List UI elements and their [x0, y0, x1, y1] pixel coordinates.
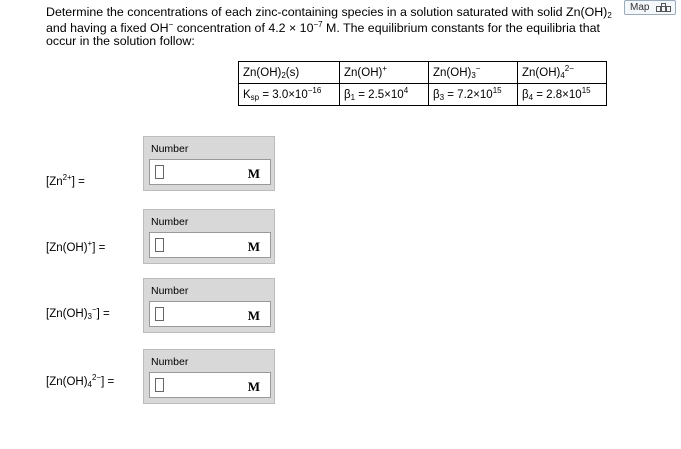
map-button[interactable] — [624, 0, 676, 15]
znoh3-answer-box — [143, 278, 275, 333]
problem-superscript: − — [168, 20, 174, 29]
zn2-label — [46, 173, 85, 188]
label-charge: 2− — [91, 373, 102, 382]
constant-exponent: 15 — [492, 85, 502, 95]
species-subscript: 2 — [281, 70, 286, 80]
constant-cell — [518, 84, 607, 106]
znoh-answer-box — [143, 209, 275, 264]
constant-subscript: sp — [250, 92, 260, 102]
constant-symbol: β — [433, 88, 440, 101]
species-charge: 2− — [564, 63, 574, 73]
problem-text: Determine the concentrations of each zinc-containing species in a solution saturated with solid Zn(OH) — [46, 5, 608, 19]
constant-symbol: K — [243, 88, 251, 101]
znoh-number-input[interactable] — [149, 232, 271, 258]
label-text: [Zn(OH) — [46, 242, 88, 254]
constant-subscript: 4 — [528, 92, 534, 102]
znoh4-number-input[interactable] — [149, 372, 271, 398]
unit-label: M — [247, 308, 260, 323]
species-cell — [239, 62, 340, 84]
species-subscript: 3 — [471, 70, 476, 80]
species-subscript: 4 — [560, 70, 565, 80]
problem-subscript: 2 — [607, 11, 612, 20]
label-text: [Zn(OH) — [46, 376, 88, 388]
label-charge: 2+ — [62, 173, 72, 182]
constant-subscript: 1 — [350, 92, 356, 102]
problem-exponent: −7 — [313, 20, 323, 29]
label-subscript: 4 — [87, 380, 92, 389]
text-cursor — [155, 165, 164, 179]
number-label: Number — [151, 143, 189, 155]
constant-value: = 3.0×10 — [259, 88, 308, 101]
znoh3-number-input[interactable] — [149, 301, 271, 327]
problem-text: and having a fixed OH — [46, 21, 169, 35]
number-label: Number — [151, 216, 189, 228]
problem-text: M. The equilibrium constants for the equilibria that — [322, 21, 600, 35]
species-cell — [429, 62, 518, 84]
species-formula: Zn(OH) — [243, 66, 282, 79]
map-icon — [656, 3, 672, 12]
species-formula: Zn(OH) — [433, 66, 472, 79]
constant-exponent: 15 — [581, 85, 591, 95]
label-text: [Zn(OH) — [46, 308, 88, 320]
species-charge: + — [382, 63, 388, 73]
species-formula: Zn(OH) — [344, 66, 383, 79]
constants-row — [239, 84, 607, 106]
constant-symbol: β — [522, 88, 529, 101]
label-equals: ] = — [92, 242, 106, 254]
equilibrium-constants-table — [238, 61, 607, 106]
problem-line-1 — [46, 4, 626, 20]
species-charge: − — [475, 63, 481, 73]
problem-line-3: occur in the solution follow: — [46, 34, 195, 48]
constant-symbol: β — [344, 88, 351, 101]
constant-subscript: 3 — [439, 92, 445, 102]
constant-cell — [239, 84, 340, 106]
label-text: [Zn — [46, 176, 63, 188]
number-label: Number — [151, 285, 189, 297]
unit-label: M — [247, 379, 260, 394]
text-cursor — [155, 378, 164, 392]
species-phase: (s) — [285, 66, 300, 79]
species-row — [239, 62, 607, 84]
species-cell — [340, 62, 429, 84]
label-subscript: 3 — [87, 312, 92, 321]
problem-statement — [46, 4, 626, 49]
label-charge: − — [91, 305, 97, 314]
constant-value: = 2.5×10 — [355, 88, 404, 101]
constant-cell — [340, 84, 429, 106]
unit-label: M — [247, 239, 260, 254]
znoh4-label — [46, 373, 115, 389]
problem-text: concentration of 4.2 × 10 — [173, 21, 314, 35]
znoh-label — [46, 239, 106, 254]
znoh4-answer-box — [143, 349, 275, 404]
constant-value: = 7.2×10 — [444, 88, 493, 101]
constant-cell — [429, 84, 518, 106]
constant-exponent: 4 — [403, 85, 409, 95]
text-cursor — [155, 307, 164, 321]
znoh3-label — [46, 305, 110, 321]
label-equals: ] = — [71, 176, 85, 188]
zn2-number-input[interactable] — [149, 159, 271, 185]
map-button-label: Map — [630, 2, 650, 13]
label-equals: ] = — [96, 308, 110, 320]
species-cell — [518, 62, 607, 84]
number-label: Number — [151, 356, 189, 368]
text-cursor — [155, 238, 164, 252]
constant-value: = 2.8×10 — [533, 88, 582, 101]
zn2-answer-box — [143, 136, 275, 191]
unit-label: M — [247, 166, 260, 181]
label-equals: ] = — [101, 376, 115, 388]
species-formula: Zn(OH) — [522, 66, 561, 79]
constant-exponent: −16 — [307, 85, 322, 95]
label-charge: + — [87, 239, 93, 248]
